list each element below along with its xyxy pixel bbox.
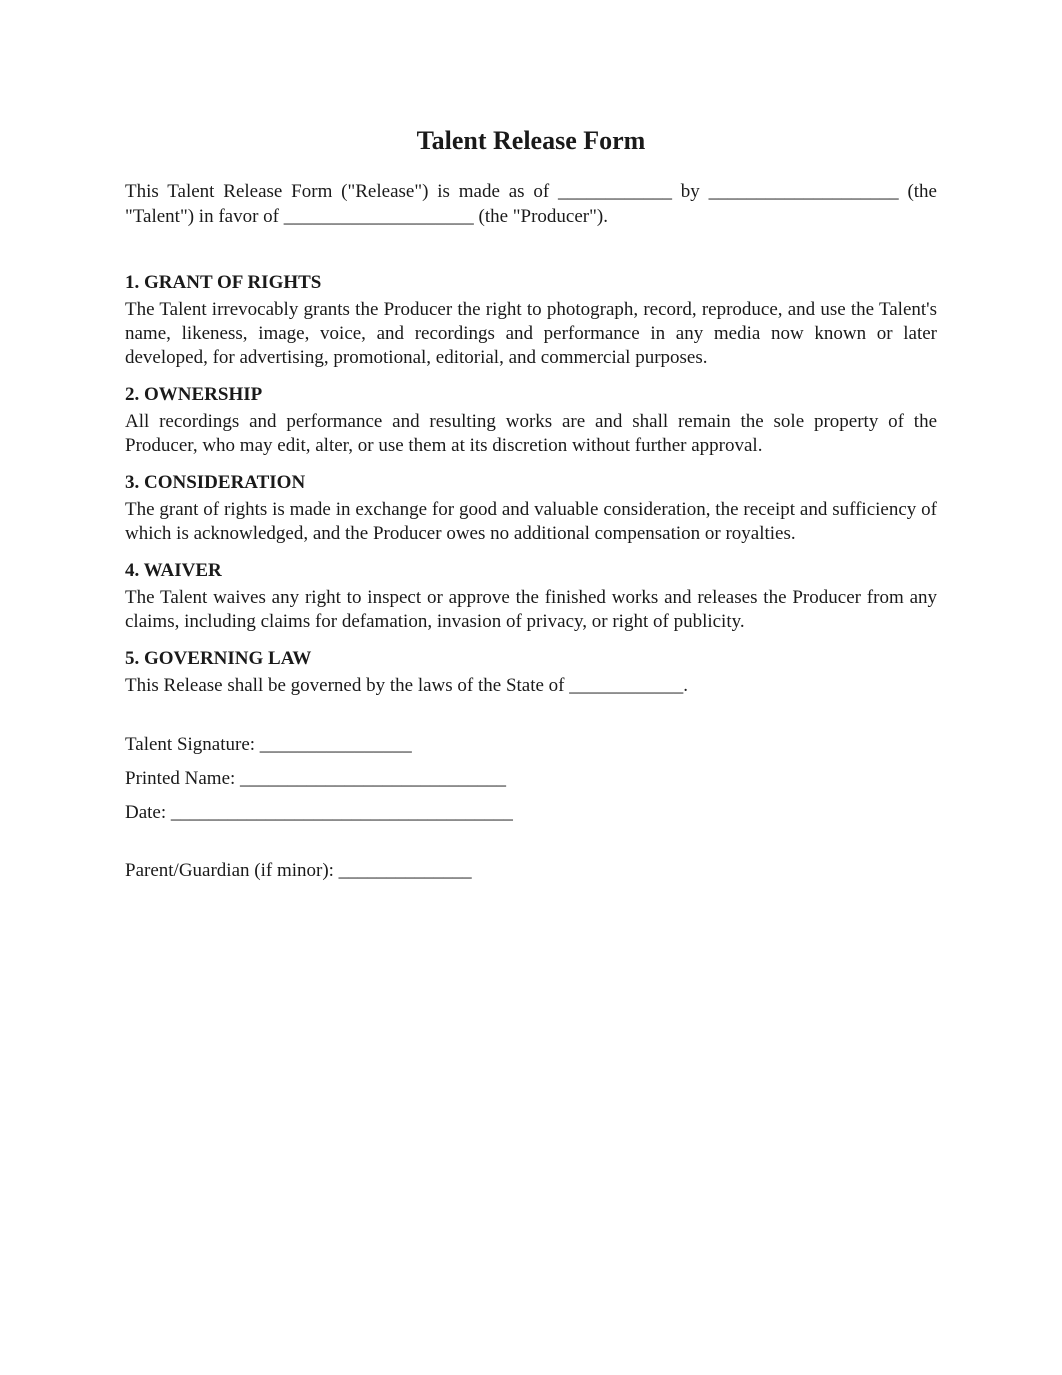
document-title: Talent Release Form [416,126,646,155]
date-line: Date: ____________________________________ [125,802,513,823]
guardian-signature-line: Parent/Guardian (if minor): ______________ [125,860,472,881]
section-body: The Talent irrevocably grants the Producer the right to photograph, record, reproduce, and use the Talent's name, likeness, image, voice, and recordings and performance in any media now known or later developed, for advertising, promotional, editorial, and commercial purposes. [125,299,937,368]
section-heading: 4. WAIVER [125,560,222,581]
section-heading: 3. CONSIDERATION [125,472,306,493]
intro-paragraph: This Talent Release Form ("Release") is made as of ____________ by ____________________ (the "Talent") in favor of ____________________ (the "Producer"). [125,181,937,227]
printed-name-line: Printed Name: ____________________________ [125,768,507,789]
section-body: The grant of rights is made in exchange for good and valuable consideration, the receipt and sufficiency of which is acknowledged, and the Producer owes no additional compensation or royalties. [125,499,937,544]
signature-block [125,732,937,883]
section-body: All recordings and performance and resulting works are and shall remain the sole property of the Producer, who may edit, alter, or use them at its discretion without further approval. [125,411,937,456]
section-ownership [125,382,937,458]
section-waiver [125,558,937,634]
section-grant-of-rights [125,270,937,370]
section-heading: 5. GOVERNING LAW [125,648,312,669]
section-body: The Talent waives any right to inspect or approve the finished works and releases the Producer from any claims, including claims for defamation, invasion of privacy, or right of publicity. [125,587,937,632]
section-governing-law [125,646,937,698]
talent-signature-line: Talent Signature: ________________ [125,734,412,755]
document-content [125,124,937,892]
section-consideration [125,470,937,546]
section-heading: 1. GRANT OF RIGHTS [125,272,322,293]
section-body: This Release shall be governed by the laws of the State of ____________. [125,675,689,696]
section-heading: 2. OWNERSHIP [125,384,263,405]
